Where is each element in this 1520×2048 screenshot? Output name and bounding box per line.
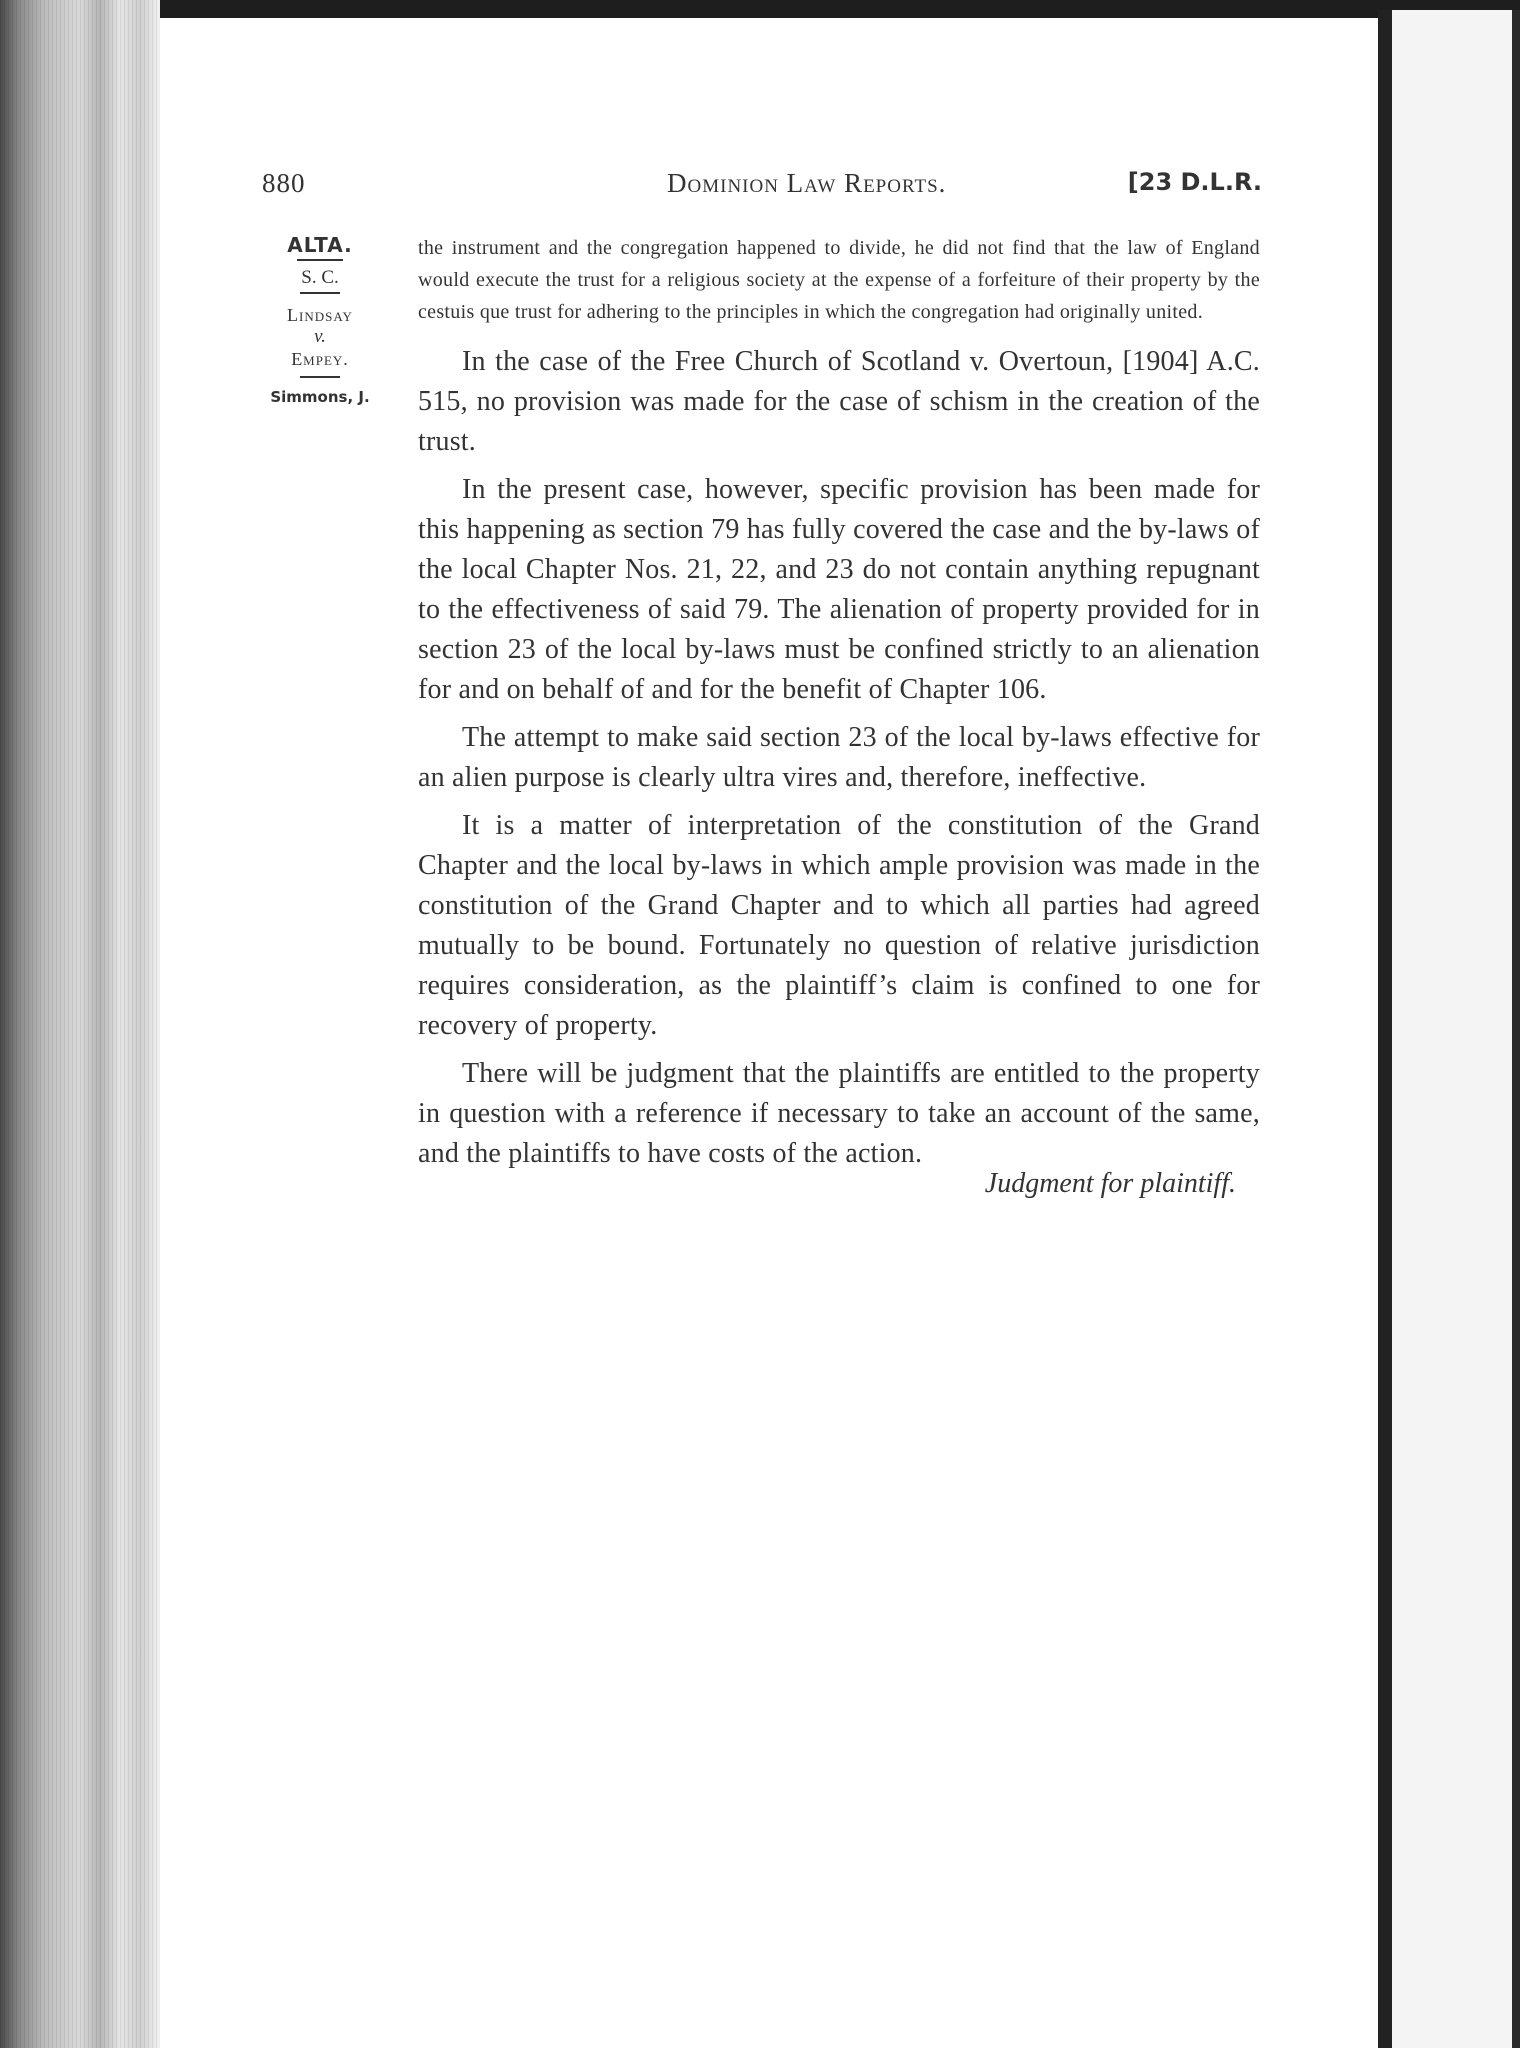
book-top-edge — [0, 0, 1520, 18]
margin-rule — [300, 376, 340, 378]
facing-page — [1392, 10, 1520, 2048]
margin-judge: Simmons, J. — [270, 388, 370, 406]
body-paragraph: The attempt to make said section 23 of the local by-laws effective for an alien purpose is clearly ultra vires and, therefore, ineffective. — [418, 722, 1260, 793]
facing-page-edge — [1512, 10, 1520, 2048]
margin-court: S. C. — [301, 267, 339, 288]
margin-party-plaintiff: Lindsay — [287, 305, 353, 325]
page-number: 880 — [262, 168, 306, 198]
judgment-line: Judgment for plaintiff. — [984, 1168, 1236, 1199]
margin-province: ALTA. — [287, 233, 353, 257]
quoted-passage: the instrument and the congregation happened to divide, he did not find that the law of England would execute the trust for a religious society at the expense of a forfeiture of their property by the cestuis que trust for adhering to the principles in which the congregation had originally united. — [418, 237, 1260, 323]
margin-note — [260, 232, 380, 410]
body-paragraph: It is a matter of interpretation of the constitution of the Grand Chapter and the local by-laws in which ample provision was made in the constitution of the Grand Chapter and to which all parties had agreed mutually to be bound. Fortunately no question of relative jurisdiction requires consideration, as the plaintiff’s claim is confined to one for recovery of property. — [418, 810, 1260, 1041]
volume-reference: [23 D.L.R. — [1127, 168, 1262, 196]
body-paragraph: In the case of the Free Church of Scotland v. Overtoun, [1904] A.C. 515, no provision was made for the case of schism in the creation of the trust. — [418, 346, 1260, 457]
margin-versus: v. — [314, 326, 326, 347]
margin-rule — [300, 292, 340, 294]
body-paragraph: In the present case, however, specific provision has been made for this happening as section 79 has fully covered the case and the by-laws of the local Chapter Nos. 21, 22, and 23 do not contain anything repugnant to the effectiveness of said 79. The alienation of property provided for in section 23 of the local by-laws must be confined strictly to an alienation for and on behalf of and for the benefit of Chapter 106. — [418, 474, 1260, 705]
page-body — [418, 232, 1260, 1204]
body-paragraph: There will be judgment that the plaintiffs are entitled to the property in question with a reference if necessary to take an account of the same, and the plaintiffs to have costs of the action. — [418, 1058, 1260, 1169]
page-header — [262, 168, 1262, 208]
book-page-edges — [0, 0, 160, 2048]
margin-rule — [297, 259, 343, 261]
book-gutter — [1378, 10, 1392, 2048]
margin-party-defendant: Empey. — [291, 349, 349, 369]
running-title: Dominion Law Reports. — [667, 168, 947, 198]
